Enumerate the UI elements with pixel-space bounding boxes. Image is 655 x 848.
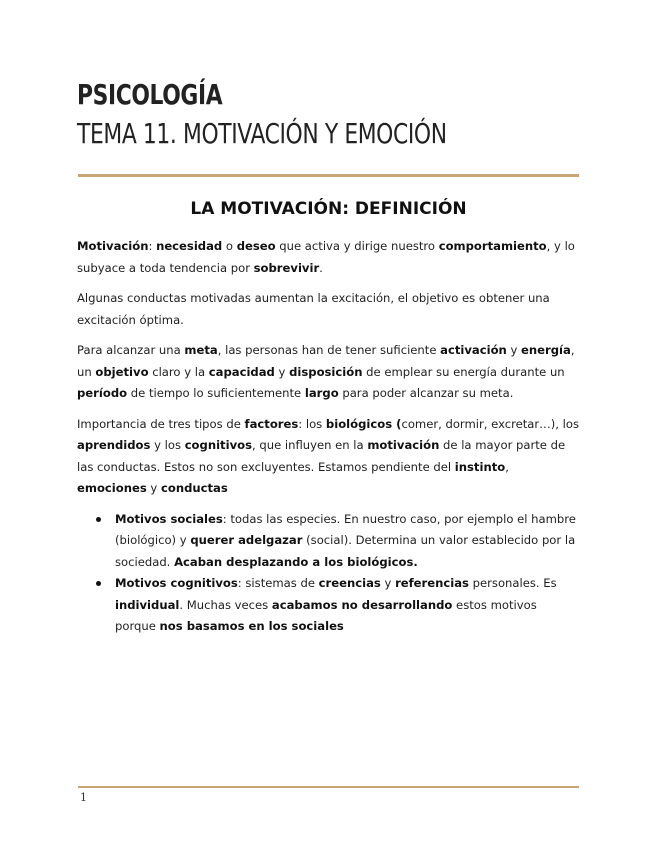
term-energia: energía: [521, 343, 571, 357]
text-run: y los: [150, 438, 185, 452]
text-run: Algunas conductas motivadas aumentan la excitación, el objetivo es obtener una excitación óptima.: [77, 291, 550, 327]
page-number: 1: [80, 791, 87, 804]
motives-list: [77, 509, 580, 638]
text-run: de tiempo lo suficientemente: [127, 386, 305, 400]
text-run: , y lo subyace a toda tendencia por: [77, 239, 575, 275]
text-run: estos motivos porque: [115, 597, 537, 633]
term-comportamiento: comportamiento: [438, 239, 547, 253]
text-run: o: [222, 239, 237, 253]
paragraph-factores: [77, 414, 580, 500]
term-periodo: período: [77, 386, 128, 400]
list-item-motivos-cognitivos: [77, 573, 580, 638]
text-run: y: [146, 481, 161, 495]
text-run: y: [274, 364, 290, 379]
term-motivos-cognitivos: Motivos cognitivos: [115, 576, 238, 590]
term-motivos-sociales: Motivos sociales: [115, 511, 223, 526]
text-run: comer, dormir, excretar…), los: [401, 416, 580, 431]
text-run: de emplear su energía durante un: [362, 364, 565, 379]
bullet-icon: [96, 517, 101, 522]
list-item-motivos-sociales: [77, 509, 580, 574]
term-querer-adelgazar: querer adelgazar: [190, 533, 303, 547]
text-run: (social). Determina un valor establecido por la sociedad.: [115, 533, 576, 569]
document-subtitle: TEMA 11. MOTIVACIÓN Y EMOCIÓN: [77, 117, 447, 150]
term-conductas: conductas: [160, 481, 228, 495]
term-biologicos: biológicos (: [325, 416, 402, 431]
term-meta: meta: [184, 343, 218, 357]
term-largo: largo: [304, 386, 339, 400]
text-run: Importancia de tres tipos de: [77, 416, 245, 431]
text-run: para poder alcanzar su meta.: [338, 386, 514, 400]
text-run: Para alcanzar una: [77, 343, 185, 357]
term-sobrevivir: sobrevivir: [253, 260, 320, 275]
text-run: y: [380, 576, 396, 590]
text-run: : los: [298, 416, 326, 431]
term-disposicion: disposición: [289, 364, 363, 379]
term-aprendidos: aprendidos: [77, 438, 151, 452]
term-acabamos-no-desarrollando: acabamos no desarrollando: [271, 597, 453, 612]
paragraph-meta: [77, 340, 580, 405]
term-activacion: activación: [440, 343, 507, 357]
text-run: , las personas han de tener suficiente: [217, 343, 441, 357]
term-referencias: referencias: [395, 576, 469, 590]
term-necesidad: necesidad: [156, 239, 223, 253]
term-emociones: emociones: [77, 481, 147, 495]
text-run: ,: [505, 459, 509, 474]
term-motivacion: Motivación: [77, 239, 149, 253]
text-run: . Muchas veces: [179, 597, 272, 612]
text-run: , que influyen en la: [252, 438, 368, 452]
term-creencias: creencias: [318, 576, 381, 590]
term-factores: factores: [244, 416, 299, 431]
document-title: PSICOLOGÍA: [77, 78, 223, 111]
text-run: :: [148, 239, 157, 253]
paragraph-excitacion: [77, 288, 580, 331]
term-capacidad: capacidad: [208, 364, 275, 379]
text-run: : todas las especies. En nuestro caso, por ejemplo el hambre (biológico) y: [115, 511, 576, 547]
footer-divider: [78, 786, 579, 788]
text-run: .: [319, 260, 323, 275]
term-objetivo: objetivo: [95, 364, 149, 379]
text-run: claro y la: [148, 364, 209, 379]
text-run: y: [506, 343, 522, 357]
term-motivacion: motivación: [367, 438, 440, 452]
section-heading: LA MOTIVACIÓN: DEFINICIÓN: [190, 199, 467, 219]
document-body: [77, 236, 580, 638]
text-run: personales. Es: [468, 576, 557, 590]
paragraph-definition: [77, 236, 580, 279]
bullet-icon: [96, 581, 101, 586]
term-instinto: instinto: [454, 459, 506, 474]
term-nos-basamos: nos basamos en los sociales: [159, 619, 344, 633]
text-run: : sistemas de: [237, 576, 319, 590]
text-run: , un: [77, 343, 575, 379]
term-cognitivos: cognitivos: [184, 438, 252, 452]
term-deseo: deseo: [236, 239, 276, 253]
term-acaban-desplazando: Acaban desplazando a los biológicos.: [174, 554, 418, 569]
header-divider: [78, 174, 579, 177]
text-run: de la mayor parte de las conductas. Estos no son excluyentes. Estamos pendiente del: [77, 438, 566, 474]
term-individual: individual: [115, 597, 180, 612]
text-run: que activa y dirige nuestro: [275, 239, 439, 253]
